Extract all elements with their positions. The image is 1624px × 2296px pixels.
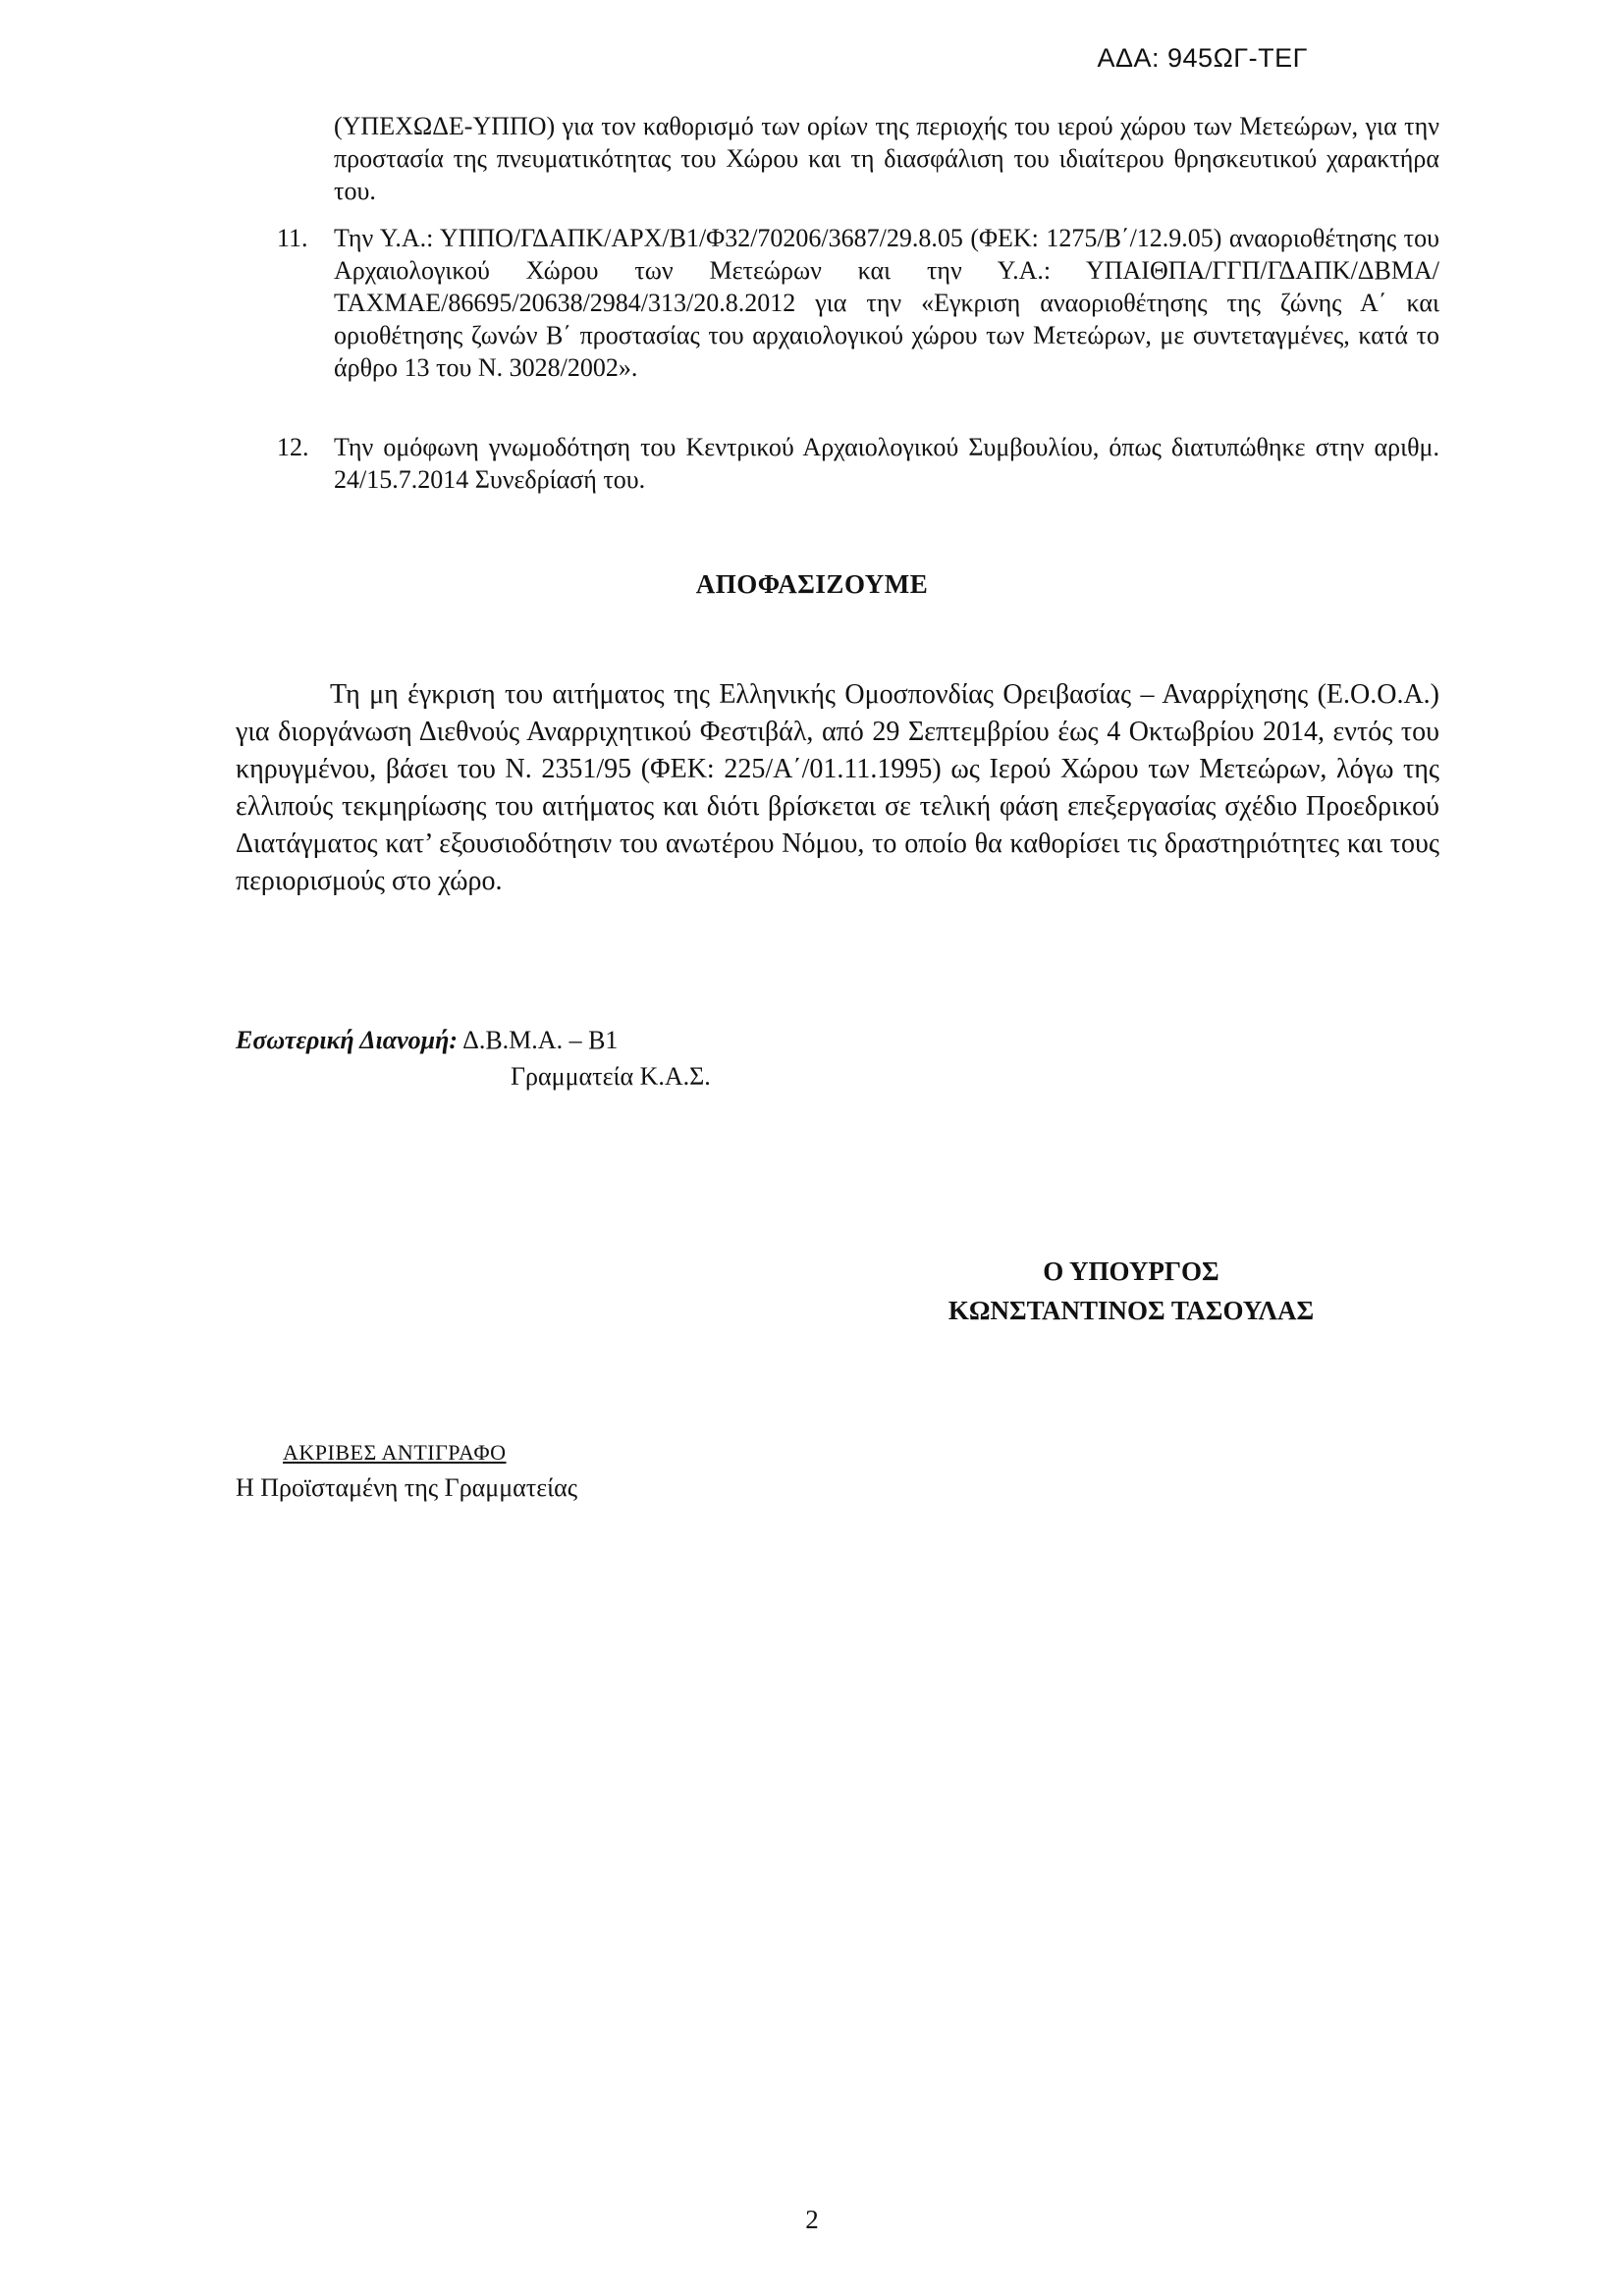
page-number: 2 xyxy=(805,2205,819,2234)
distribution-first-line xyxy=(236,1022,711,1058)
continuation-paragraph: (ΥΠΕΧΩΔΕ-ΥΠΠΟ) για τον καθορισμό των ορίων της περιοχής του ιερού χώρου των Μετεώρων, για την προστασία της πνευματικότητας του Χώρου και τη διασφάλιση του ιδιαίτερου θρησκευτικού χαρακτήρα του. xyxy=(334,112,1439,205)
distribution-label: Εσωτερική Διανομή: xyxy=(236,1026,459,1054)
signatory-name: ΚΩΝΣΤΑΝΤΙΝΟΣ ΤΑΣΟΥΛΑΣ xyxy=(947,1296,1315,1325)
decision-paragraph: Τη μη έγκριση του αιτήματος της Ελληνικής Ομοσπονδίας Ορειβασίας – Αναρρίχησης (Ε.Ο.Ο.Α.) για διοργάνωση Διεθνούς Αναρριχητικού Φεστιβάλ, από 29 Σεπτεμβρίου έως 4 Οκτωβρίου 2014, εντός του κηρυγμένου, βάσει του Ν. 2351/95 (ΦΕΚ: 225/Α΄/01.11.1995) ως Ιερού Χώρου των Μετεώρων, λόγω της ελλιπούς τεκμηρίωσης του αιτήματος και διότι βρίσκεται σε τελική φάση επεξεργασίας σχέδιο Προεδρικού Διατάγματος κατ’ εξουσιοδότησιν του ανωτέρου Νόμου, το οποίο θα καθορίσει τις δραστηριότητες και τους περιορισμούς στο χώρο. xyxy=(236,679,1439,896)
list-item-text: Την ομόφωνη γνωμοδότηση του Κεντρικού Αρχαιολογικού Συμβουλίου, όπως διατυπώθηκε στην αριθμ. 24/15.7.2014 Συνεδρίασή του. xyxy=(334,433,1439,494)
list-item-text: Την Υ.Α.: ΥΠΠΟ/ΓΔΑΠΚ/ΑΡΧ/Β1/Φ32/70206/3687/29.8.05 (ΦΕΚ: 1275/Β΄/12.9.05) αναοριοθέτησης του Αρχαιολογικού Χώρου των Μετεώρων και την Υ.Α.: ΥΠΑΙΘΠΑ/ΓΓΠ/ΓΔΑΠΚ/ΔΒΜΑ/ΤΑΧΜΑΕ/86695/20638/2984/313/20.8.2012 για την «Εγκριση αναοριοθέτησης της ζώνης Α΄ και οριοθέτησης ζωνών Β΄ προστασίας του αρχαιολογικού χώρου των Μετεώρων, με συντεταγμένες, κατά το άρθρο 13 του Ν. 3028/2002». xyxy=(334,224,1439,382)
certified-copy-block xyxy=(236,1435,577,1506)
distribution-recipient: Δ.Β.Μ.Α. – Β1 xyxy=(462,1026,619,1054)
distribution-recipient: Γραμματεία Κ.Α.Σ. xyxy=(511,1062,711,1091)
decision-heading: ΑΠΟΦΑΣΙΖΟΥΜΕ xyxy=(695,569,929,599)
signature-block xyxy=(886,1252,1377,1330)
document-id-header: ΑΔΑ: 945ΩΓ-ΤΕΓ xyxy=(1097,43,1308,73)
list-item-number: 12. xyxy=(277,433,309,461)
internal-distribution xyxy=(236,1022,711,1095)
certified-copy-signer: Η Προϊσταμένη της Γραμματείας xyxy=(236,1473,578,1502)
list-item-number: 11. xyxy=(277,224,308,252)
signatory-title: Ο ΥΠΟΥΡΓΟΣ xyxy=(1043,1256,1219,1286)
certified-copy-label: ΑΚΡΙΒΕΣ ΑΝΤΙΓΡΑΦΟ xyxy=(283,1440,507,1465)
